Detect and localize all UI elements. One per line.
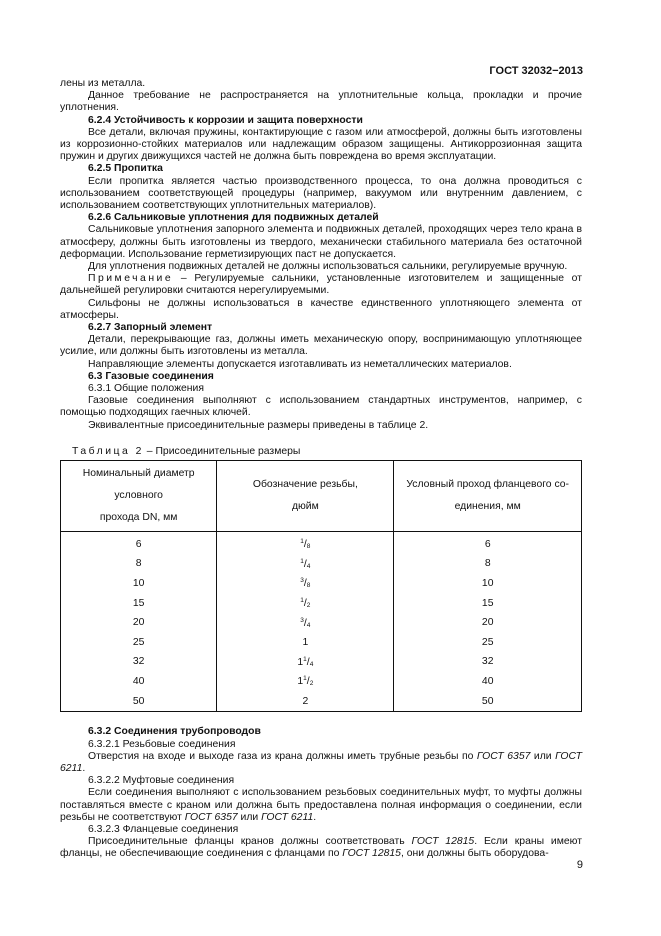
thread-denominator: 4 [306,562,311,570]
cell-thread [217,555,394,575]
standard-ref: ГОСТ 6357 [476,750,531,762]
thread-denominator: 8 [306,582,311,590]
cell-dn: 25 [61,633,217,653]
thread-whole: 1 [302,636,309,648]
paragraph-6-2-6-b: Для уплотнения подвижных деталей не должны использоваться сальники, регулируемые вручную. [88,261,568,273]
thread-denominator: 4 [306,621,311,629]
thread-whole: 2 [302,695,309,707]
fraction-slash: / [303,539,307,551]
cell-thread [217,653,394,673]
table-header-row [61,461,582,532]
table-row [61,672,582,692]
connection-dimensions-table [60,460,582,712]
table-row [61,613,582,633]
heading-6-3-2-1: 6.3.2.1 Резьбовые соединения [88,738,236,750]
fraction-slash: / [303,598,307,610]
heading-6-3-1: 6.3.1 Общие положения [88,383,204,395]
fraction-slash: / [303,558,307,570]
thread-numerator: 1 [300,557,304,565]
paragraph-6-2-4: Все детали, включая пружины, контактирующие с газом или атмосферой, должны быть изготовлены из коррозионно-стойких материалов или надлежащим образом защищены. Антикоррозионная защита пружин и других движущихся частей не должна быть повреждена во время эксплуатации. [60,126,582,163]
paragraph-6-3-2-2: Если соединения выполняют с использованием резьбовых соединительных муфт, то муфты должны поставляться вместе с краном или должна быть предоставлена полная информация о соединении, если резьбы не соответствуют ГОСТ 6357 или ГОСТ 6211. [60,787,582,823]
paragraph-6-3-1-a: Газовые соединения выполняют с использованием стандартных инструментов, например, с помощью подходящих гаечных ключей. [60,395,582,419]
heading-6-3-2-2: 6.3.2.2 Муфтовые соединения [88,775,235,787]
paragraph-6-2-6-c: Сильфоны не должны использоваться в качестве единственного уплотняющего элемента от атмосферы. [60,297,582,321]
header-dn: Номинальный диаметр условного прохода DN, мм [61,461,217,532]
thread-numerator: 1 [303,655,307,663]
table-caption [72,446,582,458]
standard-ref: ГОСТ 6211 [60,750,582,775]
table-row [61,692,582,712]
cell-flange: 25 [394,633,582,653]
paragraph-6-2-7-b: Направляющие элементы допускается изготавливать из неметаллических материалов. [88,358,512,370]
page-body [60,78,582,861]
cell-flange: 8 [394,555,582,575]
cell-thread [217,532,394,555]
paragraph-requirement: Данное требование не распространяется на уплотнительные кольца, прокладки и прочие уплотнения. [60,90,582,114]
cell-dn: 10 [61,574,217,594]
paragraph-6-3-2-3: Присоединительные фланцы кранов должны соответствовать ГОСТ 12815. Если краны имеют фланцы, не обеспечивающие соединения с фланцами по ГОСТ 12815, они должны быть оборудова- [60,836,582,860]
cell-flange: 6 [394,532,582,555]
heading-6-2-6: 6.2.6 Сальниковые уплотнения для подвижных деталей [88,212,379,224]
thread-whole: 1 [297,656,304,668]
cell-thread [217,613,394,633]
thread-numerator: 1 [300,597,304,605]
thread-denominator: 2 [309,680,314,688]
cell-dn: 8 [61,555,217,575]
heading-6-3-2-3: 6.3.2.3 Фланцевые соединения [88,824,239,836]
cell-thread [217,672,394,692]
heading-6-3-2: 6.3.2 Соединения трубопроводов [88,726,261,738]
cell-dn: 32 [61,653,217,673]
cell-dn: 20 [61,613,217,633]
cell-thread [217,574,394,594]
paragraph-continuation: лены из металла. [60,78,146,89]
standard-ref: ГОСТ 6211 [261,811,314,823]
table-row [61,633,582,653]
paragraph-6-2-5: Если пропитка является частью производственного процесса, то она должна проводиться с использованием соответствующей процедуры (например, вакуумом или внутренним давлением, с использованием соответствующих уплотнительных материалов). [60,175,582,212]
cell-flange: 10 [394,574,582,594]
note-label: Примечание [88,273,174,285]
header-flange: Условный проход фланцевого со- единения, мм [394,461,582,532]
table-row [61,555,582,575]
fraction-slash: / [306,656,310,668]
document-code: ГОСТ 32032−2013 [489,65,583,77]
table-row [61,594,582,614]
thread-numerator: 1 [300,538,304,546]
cell-flange: 15 [394,594,582,614]
standard-ref: ГОСТ 6357 [184,811,238,823]
table-row [61,532,582,555]
cell-thread [217,692,394,712]
heading-6-2-7: 6.2.7 Запорный элемент [88,322,213,334]
paragraph-6-3-1-b: Эквивалентные присоединительные размеры приведены в таблице 2. [88,419,429,431]
heading-6-2-5: 6.2.5 Пропитка [88,163,163,175]
table-caption-text: – Присоединительные размеры [143,445,301,457]
thread-numerator: 3 [300,577,304,585]
thread-denominator: 4 [309,660,314,668]
cell-flange: 40 [394,672,582,692]
thread-denominator: 8 [306,543,311,551]
note [60,273,582,297]
heading-6-3: 6.3 Газовые соединения [88,370,214,382]
cell-flange: 20 [394,613,582,633]
paragraph-6-3-2-1: Отверстия на входе и выходе газа из крана должны иметь трубные резьбы по ГОСТ 6357 или ГОСТ 6211. [60,750,582,775]
fraction-slash: / [303,617,307,629]
cell-thread [217,594,394,614]
cell-dn: 15 [61,594,217,614]
heading-6-2-4: 6.2.4 Устойчивость к коррозии и защита поверхности [88,114,363,126]
table-body [61,532,582,712]
header-thread: Обозначение резьбы, дюйм [217,461,394,532]
table-row [61,574,582,594]
thread-numerator: 1 [303,675,307,683]
paragraph-6-2-6-a: Сальниковые уплотнения запорного элемента и подвижных деталей, проходящих через тело крана в атмосферу, должны быть изготовлены из твердого, механически стабильного материала без остаточной деформации. Использование герметизирующих паст не допускается. [60,224,582,260]
fraction-slash: / [303,578,307,590]
cell-thread [217,633,394,653]
cell-dn: 50 [61,692,217,712]
cell-dn: 40 [61,672,217,692]
cell-flange: 50 [394,692,582,712]
table-row [61,653,582,673]
standard-ref: ГОСТ 12815 [411,836,475,848]
thread-whole: 1 [297,676,304,688]
cell-flange: 32 [394,653,582,673]
paragraph-6-2-7-a: Детали, перекрывающие газ, должны иметь механическую опору, воспринимающую уплотняющее усилие, или должны быть изготовлены из металла. [60,334,582,358]
note-text: – Регулируемые сальники, установленные изготовителем и защищенные от дальнейшей регулировки считаются нерегулируемыми. [60,273,582,297]
table-caption-label: Таблица 2 [72,445,144,457]
thread-denominator: 2 [306,602,311,610]
fraction-slash: / [306,676,310,688]
page-number: 9 [576,859,583,871]
cell-dn: 6 [61,532,217,555]
standard-ref: ГОСТ 12815 [342,848,401,860]
thread-numerator: 3 [300,616,304,624]
